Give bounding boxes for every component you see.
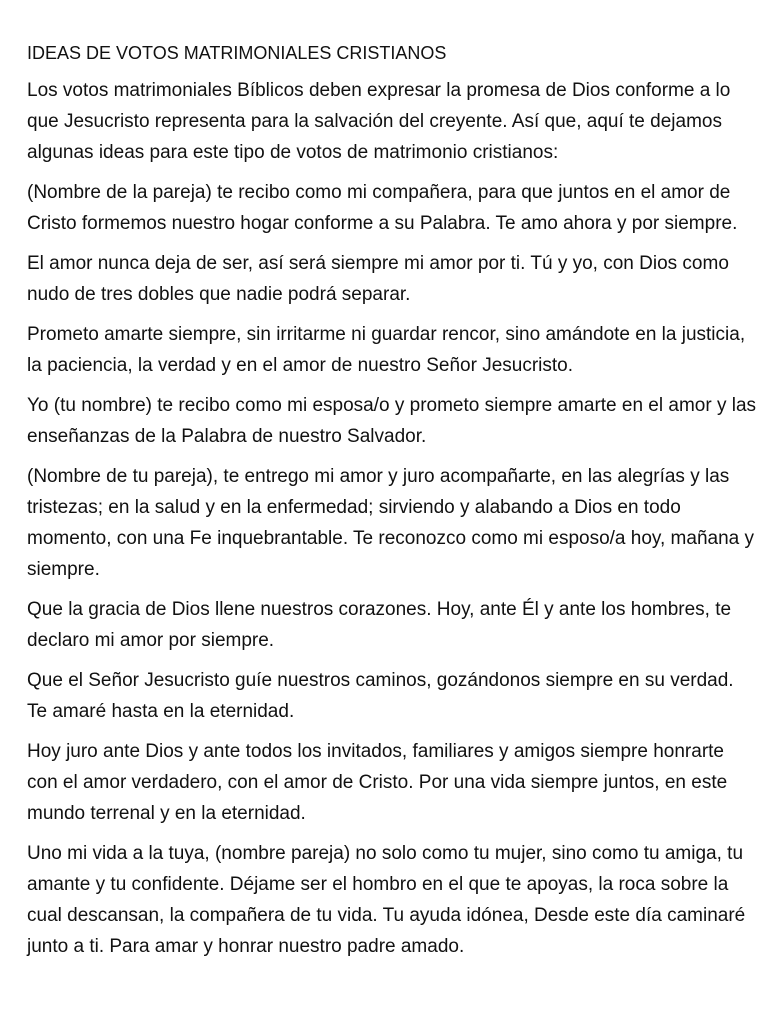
paragraph-vow-7: Que el Señor Jesucristo guíe nuestros caminos, gozándonos siempre en su verdad. Te amaré hasta en la eternidad. — [27, 670, 734, 722]
paragraph-vow-8: Hoy juro ante Dios y ante todos los invitados, familiares y amigos siempre honrarte con el amor verdadero, con el amor de Cristo. Por una vida siempre juntos, en este mundo terrenal y en la eternidad. — [27, 741, 728, 824]
paragraph-vow-3: Prometo amarte siempre, sin irritarme ni guardar rencor, sino amándote en la justicia, la paciencia, la verdad y en el amor de nuestro Señor Jesucristo. — [27, 324, 746, 376]
paragraph-vow-5: (Nombre de tu pareja), te entrego mi amor y juro acompañarte, en las alegrías y las tristezas; en la salud y en la enfermedad; sirviendo y alabando a Dios en todo momento, con una Fe inquebrantable. Te reconozco como mi esposo/a hoy, mañana y siempre. — [27, 466, 755, 580]
paragraph-vow-4: Yo (tu nombre) te recibo como mi esposa/o y prometo siempre amarte en el amor y las enseñanzas de la Palabra de nuestro Salvador. — [27, 395, 757, 447]
paragraph-vow-6: Que la gracia de Dios llene nuestros corazones. Hoy, ante Él y ante los hombres, te declaro mi amor por siempre. — [27, 599, 732, 651]
document-page — [27, 40, 757, 971]
paragraph-vow-9: Uno mi vida a la tuya, (nombre pareja) no solo como tu mujer, sino como tu amiga, tu amante y tu confidente. Déjame ser el hombro en el que te apoyas, la roca sobre la cual descansan, la compañera de tu vida. Tu ayuda idónea, Desde este día caminaré junto a ti. Para amar y honrar nuestro padre amado. — [27, 843, 746, 957]
paragraph-vow-2: El amor nunca deja de ser, así será siempre mi amor por ti. Tú y yo, con Dios como nudo de tres dobles que nadie podrá separar. — [27, 253, 729, 305]
document-title: IDEAS DE VOTOS MATRIMONIALES CRISTIANOS — [27, 43, 447, 63]
paragraph-intro: Los votos matrimoniales Bíblicos deben expresar la promesa de Dios conforme a lo que Jesucristo representa para la salvación del creyente. Así que, aquí te dejamos algunas ideas para este tipo de votos de matrimonio cristianos: — [27, 80, 731, 163]
paragraph-vow-1: (Nombre de la pareja) te recibo como mi compañera, para que juntos en el amor de Cristo formemos nuestro hogar conforme a su Palabra. Te amo ahora y por siempre. — [27, 182, 738, 234]
